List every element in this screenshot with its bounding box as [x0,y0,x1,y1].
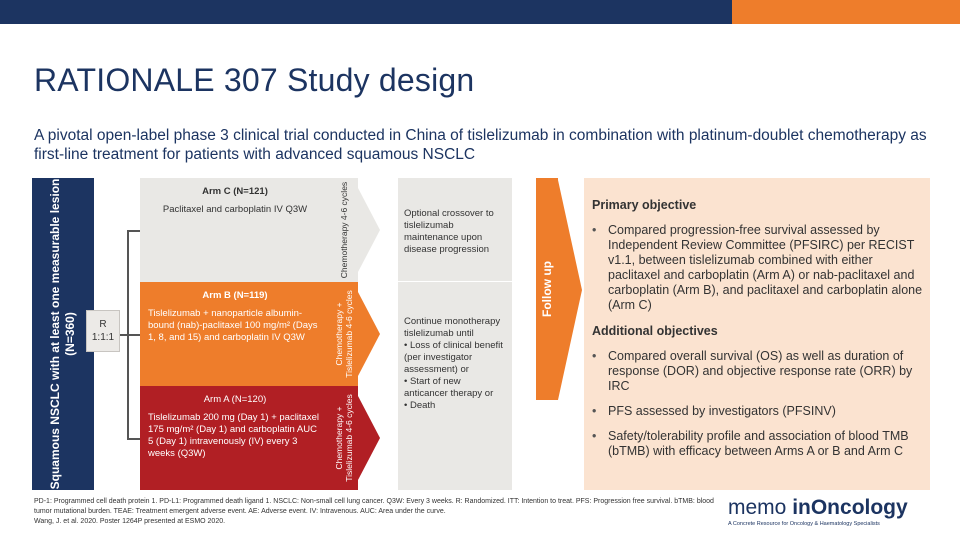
arm-b-chemo-label: Chemotherapy + Tislelizumab 4-6 cycles [334,290,354,378]
primary-objective-heading: Primary objective [592,198,697,212]
arm-b-box [140,282,330,386]
top-bar-orange [732,0,960,24]
footnote-reference: Wang, J. et al. 2020. Poster 1264P presented at ESMO 2020. [34,518,226,525]
arrow-arm-a [358,396,380,480]
logo-brand: inOncology [792,496,908,519]
top-bar-navy [0,0,732,24]
logo-wordmark [728,496,943,520]
population-label: Squamous NSCLC with at least one measurable lesion (N=360) [48,178,77,490]
bullet-icon: • [592,223,597,237]
primary-objective-item: • Compared progression-free survival assessed by Independent Review Committee (PFSIRC) per RECIST v1.1, between tislelizumab combined with either paclitaxel and carboplatin (Arm A) or nab-paclitaxel and carboplatin (Arm B), and paclitaxel and carboplatin alone (Arm C) [592,223,923,312]
continue-line-3: • Start of new anticancer therapy or [404,376,494,399]
arrow-arm-b [358,292,380,376]
arm-b-header: Arm B (N=119) [202,290,268,301]
arm-a-chemo-label: Chemotherapy + Tislelizumab 4-6 cycles [334,394,354,482]
arm-c-header: Arm C (N=121) [202,186,268,197]
footnote-abbreviations: PD-1: Programmed cell death protein 1. PD-L1: Programmed death ligand 1. NSCLC: Non-small cell lung cancer. Q3W: Every 3 weeks. R: Randomized. ITT: Intention to treat. PFS: Progression free survival. bTMB: blood tumor mutational burden. TEAE: Treatment emergent adverse event. AE: Adverse event. IV: Intravenous. AUC: Area under the curve. [34,498,714,515]
crossover-box: Optional crossover to tislelizumab maintenance upon disease progression [398,178,512,282]
continue-line-1: Continue monotherapy tislelizumab until [404,316,501,339]
arm-arrows [358,178,398,490]
arm-c-chemo-label: Chemotherapy 4-6 cycles [339,181,349,279]
page-title: RATIONALE 307 Study design [34,62,475,98]
continue-line-4: • Death [404,400,436,411]
randomization-ratio: 1:1:1 [91,332,115,343]
arm-c-body: Paclitaxel and carboplatin IV Q3W [162,204,308,215]
additional-objectives-heading: Additional objectives [592,324,718,338]
randomization-label: R [99,319,107,330]
additional-objective-item: • PFS assessed by investigators (PFSINV) [592,404,836,418]
logo-memo: memo [728,496,793,519]
follow-up-label: Follow up [540,261,554,317]
logo-tagline: A Concrete Resource for Oncology & Haematology Specialists [728,521,880,527]
additional-objective-item: • Safety/tolerability profile and association of blood TMB (bTMB) with efficacy between Arms A or B and Arm C [592,429,909,458]
arm-a-chemo-column [330,386,358,490]
arm-c-chemo-column [330,178,358,282]
connector-arm-c [127,230,140,232]
continue-box [398,282,512,490]
follow-up-arrow-icon [558,180,584,400]
page-subtitle: A pivotal open-label phase 3 clinical trial conducted in China of tislelizumab in combination with platinum‐doublet chemotherapy as first-line treatment for patients with advanced squamous NSCLC [34,127,927,163]
arrow-arm-c [358,188,380,272]
arm-a-header: Arm A (N=120) [203,394,267,405]
arm-c-box [140,178,330,282]
continue-line-2: • Loss of clinical benefit (per investigator assessment) or [404,340,503,375]
memo-inoncology-logo [728,496,943,536]
arm-a-body: Tislelizumab 200 mg (Day 1) + paclitaxel 175 mg/m² (Day 1) and carboplatin AUC 5 (Day 1) intravenously (IV) every 3 weeks (Q3W) [148,412,319,459]
arm-b-body: Tislelizumab + nanoparticle albumin-bound (nab)-paclitaxel 100 mg/m² (Days 1, 8, and 15) and carboplatin IV Q3W [148,308,318,343]
additional-objective-item: • Compared overall survival (OS) as well as duration of response (DOR) and objective response rate (ORR) by IRC [592,349,913,393]
bullet-icon: • [592,429,597,443]
bullet-icon: • [592,349,597,363]
connector-arm-b [120,334,140,336]
bullet-icon: • [592,404,597,418]
connector-arm-a [127,438,140,440]
randomization-box [86,310,120,352]
box-separator [398,281,512,282]
arm-b-chemo-column [330,282,358,386]
arm-a-box [140,386,330,490]
footnote [34,497,724,527]
